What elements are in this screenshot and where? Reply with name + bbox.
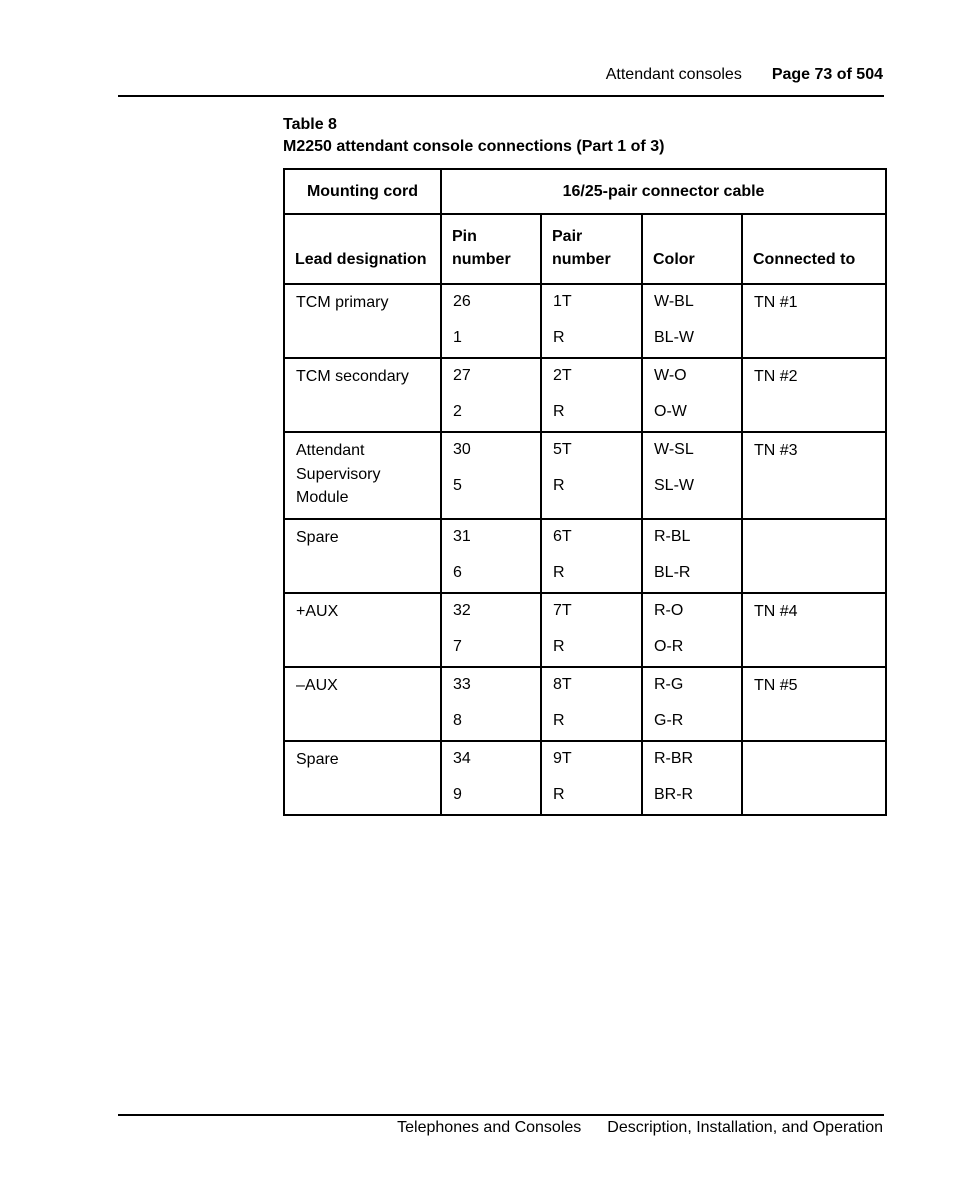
- wire-color: W-BL: [654, 293, 694, 310]
- pair-number: R: [553, 711, 565, 729]
- pin-number: 27: [453, 367, 471, 384]
- table-row: [284, 358, 886, 432]
- wire-color: BL-W: [654, 329, 694, 346]
- page-footer: [397, 1119, 883, 1137]
- wire-color: O-R: [654, 637, 684, 655]
- pair-number: R: [553, 403, 565, 420]
- table-title: M2250 attendant console connections (Part 1 of 3): [283, 138, 665, 155]
- table-body: [284, 284, 886, 815]
- table-row: [284, 593, 886, 667]
- pin-number: 32: [453, 601, 471, 619]
- column-header-color: Color: [642, 214, 742, 284]
- pin-number: 26: [453, 293, 471, 310]
- pair-number-cell: [541, 519, 642, 593]
- wire-color: W-SL: [654, 441, 694, 458]
- connected-to-cell: TN #4: [742, 593, 886, 667]
- lead-designation-cell: Spare: [284, 741, 441, 815]
- page-header: [606, 66, 883, 84]
- pair-number: R: [553, 785, 565, 803]
- pair-number-cell: [541, 358, 642, 432]
- footer-book-subtitle: Description, Installation, and Operation: [607, 1119, 883, 1136]
- column-header-lead: Lead designation: [284, 214, 441, 284]
- lead-designation-cell: TCM primary: [284, 284, 441, 358]
- table-row: [284, 432, 886, 519]
- header-section-title: Attendant consoles: [605, 66, 742, 83]
- wire-color: O-W: [654, 403, 687, 420]
- column-header-connected: Connected to: [742, 214, 886, 284]
- wire-color: BL-R: [654, 563, 691, 581]
- wire-color-cell: [642, 284, 742, 358]
- wire-color: W-O: [654, 367, 687, 384]
- wire-color: R-BL: [654, 527, 691, 545]
- pin-number-cell: [441, 519, 541, 593]
- pin-number-cell: [441, 358, 541, 432]
- pin-number: 34: [453, 749, 471, 767]
- pair-number-cell: [541, 667, 642, 741]
- footer-rule: [118, 1114, 884, 1116]
- table-label: Table 8: [283, 116, 337, 133]
- column-header-pin: Pin number: [441, 214, 541, 284]
- header-rule: [118, 95, 884, 97]
- pair-number: 5T: [553, 441, 572, 458]
- footer-book-title: Telephones and Consoles: [397, 1119, 582, 1136]
- wire-color: G-R: [654, 711, 684, 729]
- pin-number: 1: [453, 329, 462, 346]
- lead-designation-cell: Spare: [284, 519, 441, 593]
- table-row: [284, 741, 886, 815]
- connected-to-cell: TN #5: [742, 667, 886, 741]
- connected-to-cell: TN #1: [742, 284, 886, 358]
- wire-color-cell: [642, 667, 742, 741]
- pair-number: R: [553, 329, 565, 346]
- pin-number-cell: [441, 432, 541, 519]
- connected-to-cell: [742, 741, 886, 815]
- wire-color-cell: [642, 432, 742, 519]
- connections-table: [283, 168, 887, 816]
- pair-number: R: [553, 477, 565, 494]
- pin-number: 30: [453, 441, 471, 458]
- lead-designation-cell: Attendant Supervisory Module: [284, 432, 441, 519]
- wire-color: SL-W: [654, 477, 694, 494]
- pin-number: 5: [453, 477, 462, 494]
- wire-color: R-BR: [654, 749, 694, 767]
- pair-number: 7T: [553, 601, 572, 619]
- pin-number: 31: [453, 527, 471, 545]
- pair-number-cell: [541, 284, 642, 358]
- wire-color: BR-R: [654, 785, 694, 803]
- wire-color: R-O: [654, 601, 684, 619]
- wire-color-cell: [642, 519, 742, 593]
- pin-number: 2: [453, 403, 462, 420]
- pair-number-cell: [541, 432, 642, 519]
- pair-number-cell: [541, 593, 642, 667]
- pair-number: 8T: [553, 675, 572, 693]
- header-page-number: Page 73 of 504: [771, 66, 883, 83]
- pin-number-cell: [441, 667, 541, 741]
- column-header-pair: Pair number: [541, 214, 642, 284]
- wire-color-cell: [642, 741, 742, 815]
- table-row: [284, 519, 886, 593]
- pin-number-cell: [441, 593, 541, 667]
- connected-to-cell: [742, 519, 886, 593]
- table-caption: [283, 114, 664, 158]
- pin-number: 7: [453, 637, 462, 655]
- connected-to-cell: TN #2: [742, 358, 886, 432]
- pair-number: 2T: [553, 367, 572, 384]
- pair-number: R: [553, 637, 565, 655]
- pin-number: 6: [453, 563, 462, 581]
- pin-number: 9: [453, 785, 462, 803]
- pair-number: 1T: [553, 293, 572, 310]
- pair-number: 9T: [553, 749, 572, 767]
- pin-number-cell: [441, 284, 541, 358]
- table-row: [284, 667, 886, 741]
- wire-color: R-G: [654, 675, 684, 693]
- pair-number-cell: [541, 741, 642, 815]
- table-row: [284, 284, 886, 358]
- lead-designation-cell: +AUX: [284, 593, 441, 667]
- pin-number: 8: [453, 711, 462, 729]
- pin-number: 33: [453, 675, 471, 693]
- group-header-mounting-cord: Mounting cord: [284, 169, 441, 214]
- pin-number-cell: [441, 741, 541, 815]
- pair-number: 6T: [553, 527, 572, 545]
- wire-color-cell: [642, 593, 742, 667]
- pair-number: R: [553, 563, 565, 581]
- wire-color-cell: [642, 358, 742, 432]
- group-header-connector-cable: 16/25-pair connector cable: [441, 169, 886, 214]
- lead-designation-cell: –AUX: [284, 667, 441, 741]
- lead-designation-cell: TCM secondary: [284, 358, 441, 432]
- connected-to-cell: TN #3: [742, 432, 886, 519]
